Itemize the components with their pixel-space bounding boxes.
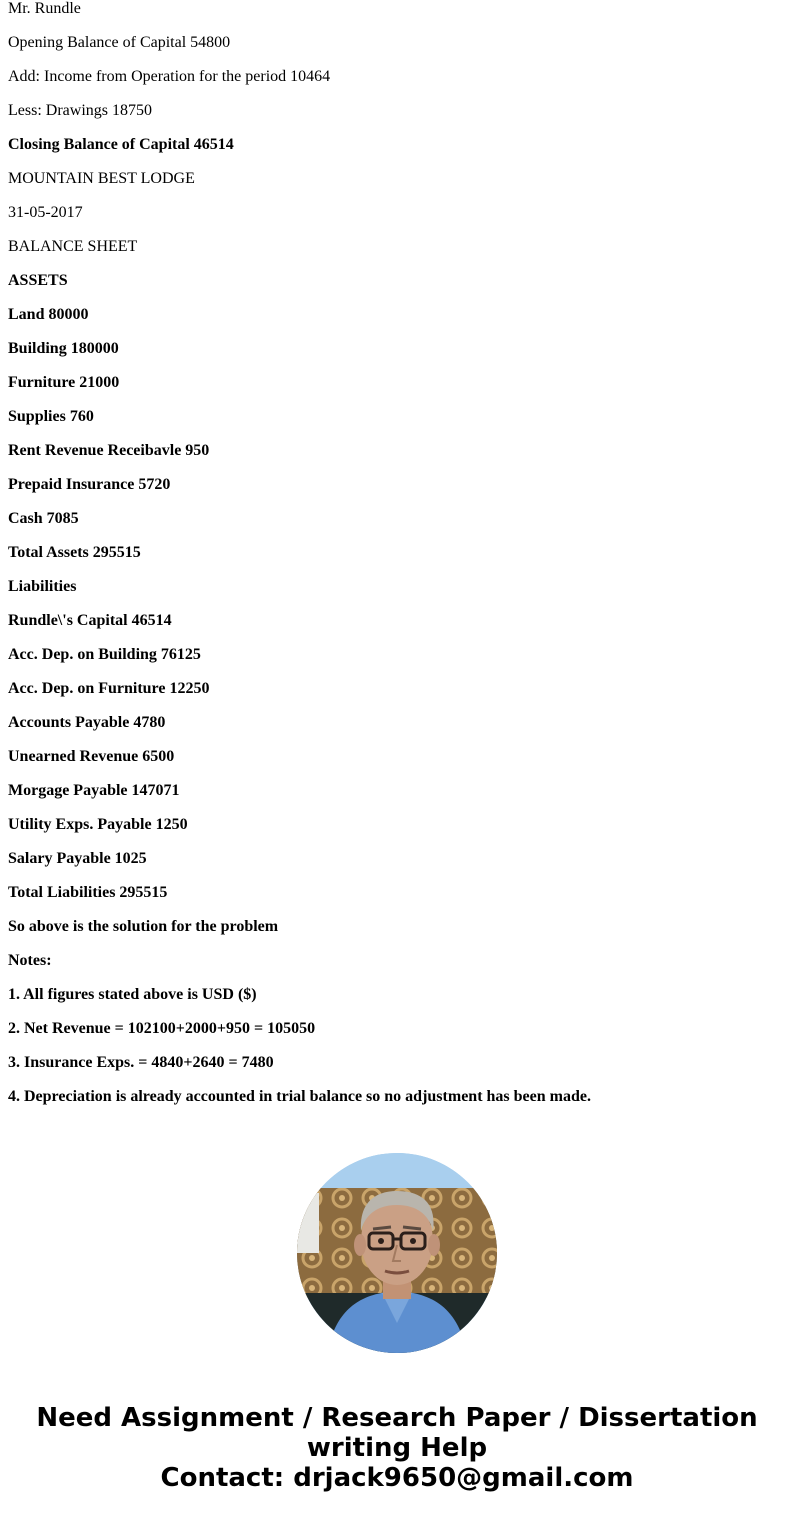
liabilities-heading: Liabilities	[8, 578, 77, 595]
asset-item: Building 180000	[8, 340, 119, 357]
author-avatar	[297, 1153, 497, 1353]
asset-item: Rent Revenue Receibavle 950	[8, 442, 210, 459]
asset-item: Supplies 760	[8, 408, 94, 425]
solution-summary: So above is the solution for the problem	[8, 918, 279, 935]
assets-total: Total Assets 295515	[8, 544, 141, 561]
company-name: MOUNTAIN BEST LODGE	[8, 170, 195, 187]
asset-item: Cash 7085	[8, 510, 79, 527]
closing-balance: Closing Balance of Capital 46514	[8, 136, 234, 153]
liability-item: Rundle\'s Capital 46514	[8, 612, 172, 629]
note-item: 3. Insurance Exps. = 4840+2640 = 7480	[8, 1054, 274, 1071]
note-item: 1. All figures stated above is USD ($)	[8, 986, 257, 1003]
liability-item: Acc. Dep. on Building 76125	[8, 646, 201, 663]
person-portrait-icon	[297, 1153, 497, 1353]
liability-item: Morgage Payable 147071	[8, 782, 180, 799]
liability-item: Acc. Dep. on Furniture 12250	[8, 680, 210, 697]
asset-item: Prepaid Insurance 5720	[8, 476, 171, 493]
sheet-date: 31-05-2017	[8, 204, 83, 221]
contact-banner	[0, 1403, 794, 1493]
liability-item: Salary Payable 1025	[8, 850, 147, 867]
opening-balance: Opening Balance of Capital 54800	[8, 34, 231, 51]
asset-item: Land 80000	[8, 306, 89, 323]
sheet-title: BALANCE SHEET	[8, 238, 138, 255]
note-item: 4. Depreciation is already accounted in trial balance so no adjustment has been made.	[8, 1088, 591, 1105]
owner-name: Mr. Rundle	[8, 0, 81, 17]
liability-item: Unearned Revenue 6500	[8, 748, 175, 765]
income-line: Add: Income from Operation for the period 10464	[8, 68, 331, 85]
asset-item: Furniture 21000	[8, 374, 120, 391]
liabilities-total: Total Liabilities 295515	[8, 884, 168, 901]
document-body	[8, 0, 786, 1122]
liability-item: Accounts Payable 4780	[8, 714, 166, 731]
notes-heading: Notes:	[8, 952, 52, 969]
liability-item: Utility Exps. Payable 1250	[8, 816, 188, 833]
banner-line-2: writing Help	[306, 1433, 488, 1463]
note-item: 2. Net Revenue = 102100+2000+950 = 105050	[8, 1020, 316, 1037]
assets-heading: ASSETS	[8, 272, 68, 289]
banner-line-1: Need Assignment / Research Paper / Dissertation	[36, 1403, 758, 1433]
contact-email: Contact: drjack9650@gmail.com	[160, 1463, 634, 1493]
drawings-line: Less: Drawings 18750	[8, 102, 152, 119]
